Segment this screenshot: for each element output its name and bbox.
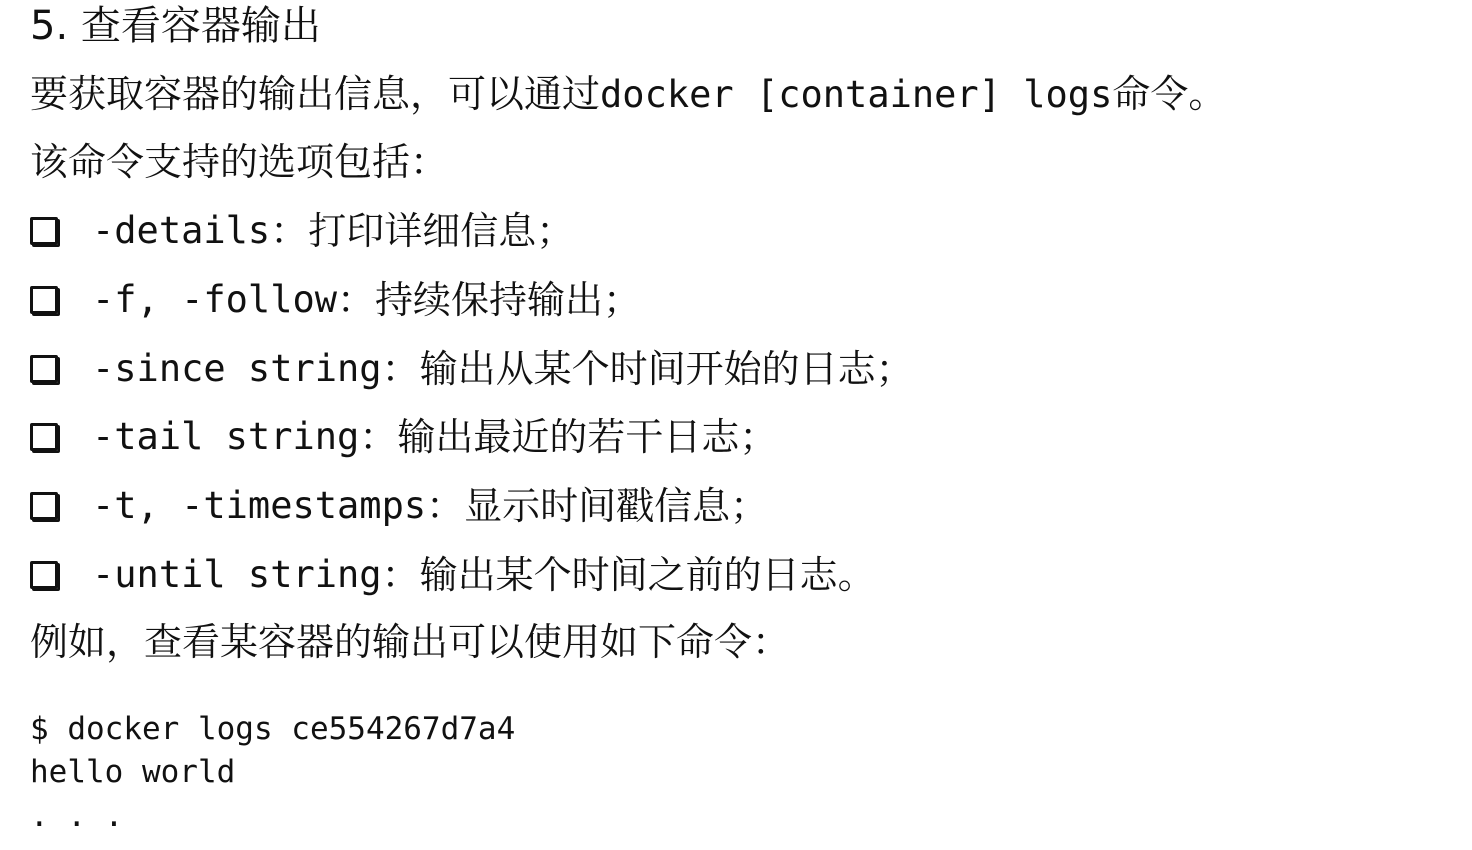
checkbox-bullet-icon [30, 423, 58, 451]
intro-text-after: 命令。 [1112, 72, 1227, 116]
option-item [30, 482, 768, 530]
option-item [30, 345, 914, 393]
checkbox-bullet-icon [30, 355, 58, 383]
checkbox-bullet-icon [30, 492, 58, 520]
option-flag: -until string [92, 553, 382, 596]
option-desc: ：输出某个时间之前的日志。 [381, 553, 876, 597]
option-item [30, 551, 876, 599]
code-line: . . . [30, 798, 124, 834]
option-flag: -since string [92, 347, 382, 390]
option-item [30, 413, 777, 461]
option-desc: ：持续保持输出； [337, 278, 642, 322]
intro-text-before: 要获取容器的输出信息，可以通过 [30, 72, 601, 116]
option-desc: ：输出最近的若干日志； [359, 415, 778, 459]
option-flag: -details [92, 209, 271, 252]
intro-command: docker [container] logs [600, 73, 1113, 116]
option-item [30, 276, 641, 324]
option-desc: ：打印详细信息； [270, 209, 575, 253]
option-desc: ：输出从某个时间开始的日志； [381, 347, 914, 391]
option-flag: -f, -follow [92, 278, 338, 321]
code-line: hello world [30, 754, 236, 790]
intro-paragraph [30, 70, 1226, 119]
option-flag: -tail string [92, 415, 360, 458]
checkbox-bullet-icon [30, 561, 58, 589]
option-desc: ：显示时间戳信息； [426, 484, 769, 528]
checkbox-bullet-icon [30, 286, 58, 314]
option-flag: -t, -timestamps [92, 484, 427, 527]
example-intro: 例如，查看某容器的输出可以使用如下命令： [30, 620, 791, 664]
code-line: $ docker logs ce554267d7a4 [30, 711, 516, 747]
section-heading: 5. 查看容器输出 [30, 3, 321, 49]
options-intro: 该命令支持的选项包括： [30, 140, 449, 184]
checkbox-bullet-icon [30, 217, 58, 245]
option-item [30, 207, 574, 255]
